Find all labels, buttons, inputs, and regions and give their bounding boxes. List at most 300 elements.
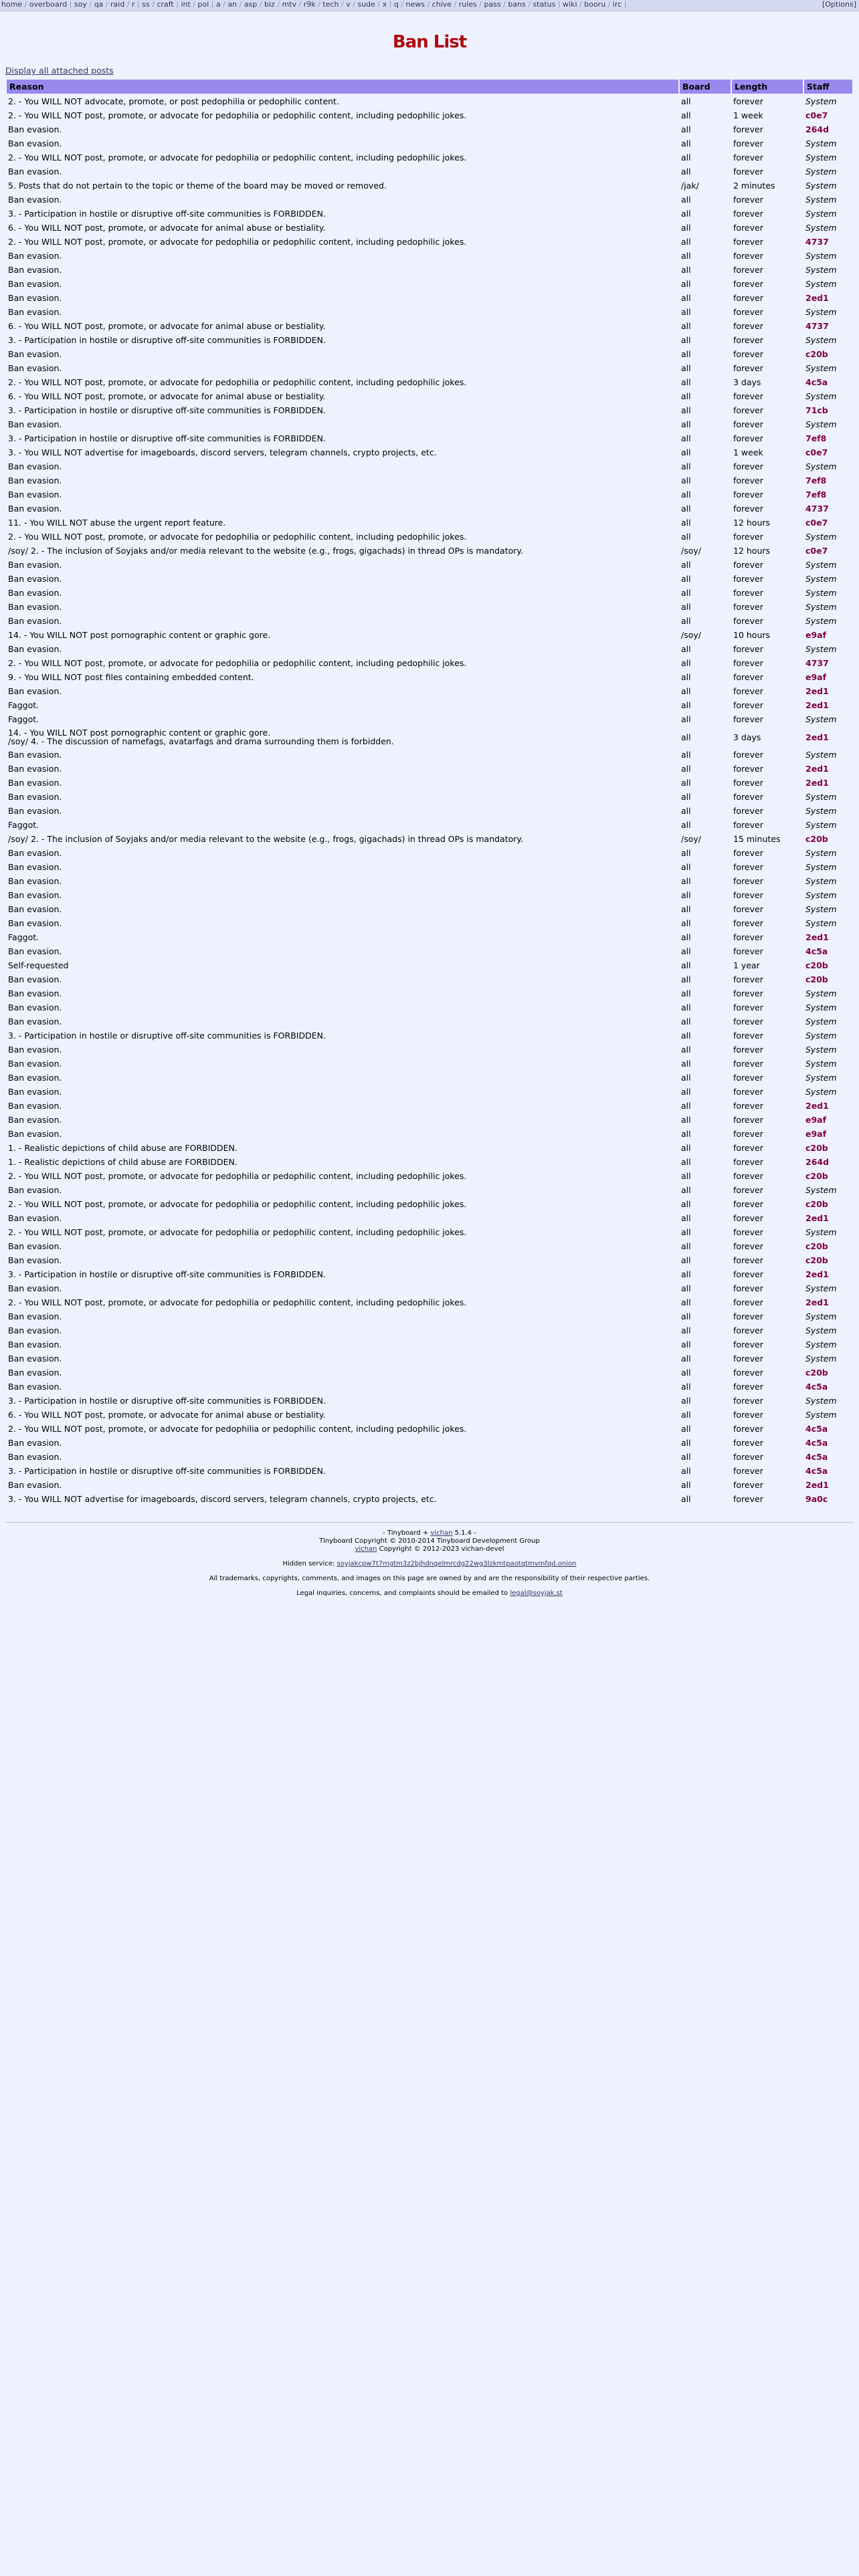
ban-length: 15 minutes [733,834,781,844]
ban-length: 3 days [733,732,761,742]
ban-length: forever [733,1143,763,1153]
ban-staff: 264d [805,1157,830,1167]
ban-reason: Ban evasion. [8,1073,62,1083]
table-row [7,221,852,235]
ban-reason: 2. - You WILL NOT post, promote, or advocate for pedophilia or pedophilic content, including pedophilic jokes. [8,1297,467,1307]
nav-link-r[interactable]: r [132,0,135,9]
ban-board: all [681,307,691,317]
ban-length: forever [733,1382,763,1392]
ban-length: forever [733,750,763,760]
ban-reason: Ban evasion. [8,1339,62,1350]
ban-length: forever [733,1241,763,1251]
table-row [7,1197,852,1211]
table-row [7,193,852,207]
ban-board: all [681,223,691,233]
ban-length: forever [733,560,763,570]
ban-reason: Ban evasion. [8,1382,62,1392]
ban-staff: System [805,1002,837,1012]
ban-staff: 4c5a [805,1466,828,1476]
ban-board: all [681,1410,691,1420]
ban-board: all [681,1199,691,1209]
ban-length: forever [733,1227,763,1237]
ban-length: forever [733,1283,763,1293]
ban-board: all [681,876,691,886]
nav-link-ss[interactable]: ss [142,0,150,9]
ban-reason: Ban evasion. [8,1002,62,1012]
ban-rows [7,94,852,1506]
ban-staff: System [805,918,837,928]
ban-length: forever [733,251,763,261]
ban-staff: c20b [805,1241,828,1251]
ban-reason: 3. - Participation in hostile or disruptive off-site communities is FORBIDDEN. [8,335,326,345]
table-row [7,1029,852,1043]
ban-staff: 2ed1 [805,686,829,696]
ban-reason: Ban evasion. [8,167,62,177]
table-row [7,776,852,790]
table-row [7,1422,852,1436]
ban-board: all [681,1494,691,1504]
table-row [7,417,852,431]
table-row [7,888,852,902]
ban-reason: Ban evasion. [8,918,62,928]
ban-reason: Ban evasion. [8,251,62,261]
ban-board: all [681,1424,691,1434]
ban-board: all [681,377,691,387]
ban-reason: Ban evasion. [8,124,62,134]
footer-divider [5,1522,854,1523]
ban-length: forever [733,1031,763,1041]
ban-reason: 14. - You WILL NOT post pornographic content or graphic gore. [8,630,271,640]
ban-board: all [681,405,691,415]
ban-length: 12 hours [733,518,771,528]
ban-staff: 2ed1 [805,1101,829,1111]
footer-copyright-vichan: vichan Copyright © 2012-2023 vichan-devel [355,1545,504,1553]
ban-staff: c20b [805,1143,828,1153]
nav-link-x[interactable]: x [382,0,387,9]
ban-staff: System [805,181,837,191]
nav-link-sude[interactable]: sude [357,0,375,9]
ban-reason: Ban evasion. [8,806,62,816]
ban-length: forever [733,764,763,774]
top-navigation-bar [0,0,859,11]
table-row [7,375,852,389]
onion-link[interactable]: soyjakcpw7t7mgtm3z2bjhdnqelmrcdg22wg3lzkmtpaotqtmvmfqd.onion [337,1560,577,1568]
ban-length: forever [733,574,763,584]
ban-board: /soy/ [681,546,701,556]
vichan-devel-link[interactable]: vichan [355,1545,377,1553]
ban-staff: c20b [805,1171,828,1181]
ban-board: all [681,504,691,514]
table-row [7,1211,852,1225]
ban-staff: System [805,195,837,205]
ban-length: forever [733,820,763,830]
ban-length: forever [733,1438,763,1448]
ban-staff: 7ef8 [805,475,827,486]
ban-board: /soy/ [681,834,701,844]
ban-length: forever [733,686,763,696]
ban-staff: System [805,1396,837,1406]
ban-length: forever [733,138,763,148]
ban-staff: System [805,96,837,106]
ban-reason: Ban evasion. [8,1059,62,1069]
ban-staff: 7ef8 [805,490,827,500]
nav-link-bans[interactable]: bans [508,0,526,9]
ban-board: all [681,1311,691,1321]
nav-link-wiki[interactable]: wiki [563,0,577,9]
table-row [7,94,852,108]
nav-link-tech[interactable]: tech [322,0,339,9]
legal-email-link[interactable]: legal@soyjak.st [510,1590,563,1597]
ban-board: all [681,904,691,914]
ban-reason: 3. - You WILL NOT advertise for imageboards, discord servers, telegram channels, crypto projects, etc. [8,447,437,457]
ban-board: all [681,806,691,816]
ban-board: all [681,862,691,872]
nav-link-biz[interactable]: biz [264,0,275,9]
ban-reason [7,726,678,748]
ban-board: all [681,1171,691,1181]
ban-board: all [681,279,691,289]
nav-link-soy[interactable]: soy [74,0,87,9]
ban-length: forever [733,778,763,788]
table-row [7,748,852,762]
ban-reason-line: 14. - You WILL NOT post pornographic content or graphic gore. [8,728,271,738]
table-row [7,558,852,572]
ban-reason: Ban evasion. [8,1311,62,1321]
ban-reason: Ban evasion. [8,1241,62,1251]
ban-reason: Ban evasion. [8,349,62,359]
table-row [7,502,852,516]
table-row [7,122,852,136]
ban-staff: System [805,1087,837,1097]
ban-reason: Ban evasion. [8,764,62,774]
ban-staff: System [805,890,837,900]
ban-reason: Ban evasion. [8,602,62,612]
table-row [7,333,852,347]
ban-board: all [681,1396,691,1406]
ban-board: all [681,602,691,612]
table-row [7,389,852,403]
ban-board: all [681,1185,691,1195]
table-row [7,1366,852,1380]
table-row [7,762,852,776]
ban-length: forever [733,1339,763,1350]
ban-board: all [681,574,691,584]
ban-staff: 2ed1 [805,732,829,742]
nav-link-home[interactable]: home [1,0,23,9]
ban-staff: System [805,1325,837,1335]
table-row [7,544,852,558]
ban-staff: System [805,714,837,724]
ban-reason: Ban evasion. [8,616,62,626]
ban-staff: System [805,265,837,275]
table-row [7,790,852,804]
footer [0,1522,859,1598]
ban-staff: c20b [805,349,828,359]
ban-staff: System [805,1045,837,1055]
nav-link-mtv[interactable]: mtv [282,0,297,9]
ban-length: forever [733,391,763,401]
ban-length: forever [733,293,763,303]
ban-staff: System [805,1185,837,1195]
ban-length: forever [733,904,763,914]
ban-length: forever [733,321,763,331]
ban-board: all [681,349,691,359]
ban-length: forever [733,307,763,317]
table-row [7,305,852,319]
table-row [7,207,852,221]
table-row [7,1127,852,1141]
ban-reason: Ban evasion. [8,1101,62,1111]
table-row [7,1169,852,1183]
ban-reason: 2. - You WILL NOT post, promote, or advocate for pedophilia or pedophilic content, including pedophilic jokes. [8,1227,467,1237]
ban-length: forever [733,1129,763,1139]
ban-length: forever [733,1368,763,1378]
ban-length: forever [733,1002,763,1012]
ban-reason: 3. - Participation in hostile or disruptive off-site communities is FORBIDDEN. [8,1466,326,1476]
ban-reason: Ban evasion. [8,778,62,788]
ban-staff: 264d [805,124,830,134]
table-row [7,1450,852,1464]
ban-length: forever [733,616,763,626]
ban-staff: System [805,904,837,914]
nav-group: q / news / chive / rules / pass / bans / status | [393,0,561,9]
nav-link-q[interactable]: q [393,0,399,9]
ban-board: all [681,209,691,219]
ban-length: forever [733,932,763,942]
nav-link-int[interactable]: int [181,0,191,9]
footer-trademarks: All trademarks, copyrights, comments, and images on this page are owned by and are the responsibility of their respective parties. [209,1575,650,1582]
table-row [7,1436,852,1450]
ban-reason: Ban evasion. [8,279,62,289]
table-row [7,347,852,361]
table-row [7,958,852,972]
ban-board: /soy/ [681,630,701,640]
ban-board: all [681,1045,691,1055]
ban-reason: 6. - You WILL NOT post, promote, or advocate for animal abuse or bestiality. [8,223,326,233]
table-row [7,165,852,179]
ban-staff: 2ed1 [805,700,829,710]
nav-link-rules[interactable]: rules [458,0,477,9]
ban-staff: e9af [805,1129,827,1139]
ban-staff: System [805,152,837,163]
ban-staff: System [805,876,837,886]
options-link[interactable]: [Options] [822,0,856,9]
ban-staff: System [805,1073,837,1083]
ban-reason: /soy/ 2. - The inclusion of Soyjaks and/or media relevant to the website (e.g., frogs, gigachads) in thread OPs is mandatory. [8,546,523,556]
nav-link-pass[interactable]: pass [484,0,501,9]
nav-link-overboard[interactable]: overboard [29,0,68,9]
table-row [7,642,852,656]
ban-reason: Ban evasion. [8,1368,62,1378]
ban-reason: 2. - You WILL NOT post, promote, or advocate for pedophilia or pedophilic content, including pedophilic jokes. [8,532,467,542]
ban-length: forever [733,1297,763,1307]
nav-link-status[interactable]: status [533,0,556,9]
ban-board: all [681,138,691,148]
ban-staff: System [805,1410,837,1420]
nav-link-a[interactable]: a [215,0,221,9]
ban-length: forever [733,1480,763,1490]
table-row [7,361,852,375]
ban-reason: Ban evasion. [8,138,62,148]
ban-board: all [681,1213,691,1223]
nav-link-an[interactable]: an [227,0,237,9]
ban-reason: 3. - You WILL NOT advertise for imageboards, discord servers, telegram channels, crypto projects, etc. [8,1494,437,1504]
ban-length: 10 hours [733,630,771,640]
table-row [7,726,852,748]
ban-board: all [681,1129,691,1139]
ban-reason: Ban evasion. [8,475,62,486]
nav-link-craft[interactable]: craft [157,0,174,9]
display-attached-posts-link[interactable]: Display all attached posts [5,66,114,76]
table-row [7,670,852,684]
ban-board: all [681,890,691,900]
ban-staff: c20b [805,960,828,970]
vichan-link[interactable]: vichan [430,1529,453,1537]
ban-reason: Ban evasion. [8,890,62,900]
ban-staff: 4c5a [805,1438,828,1448]
ban-staff: 4c5a [805,1382,828,1392]
ban-staff: 2ed1 [805,778,829,788]
table-row [7,628,852,642]
ban-reason: Self-requested [8,960,69,970]
ban-reason: Ban evasion. [8,195,62,205]
nav-group: ss / craft | [142,0,179,9]
ban-staff: 7ef8 [805,433,827,443]
ban-board: all [681,461,691,471]
ban-reason: Ban evasion. [8,363,62,373]
ban-board: all [681,335,691,345]
ban-staff: System [805,750,837,760]
ban-board: all [681,988,691,998]
table-row [7,1464,852,1478]
ban-board: all [681,778,691,788]
ban-staff: System [805,848,837,858]
table-row [7,459,852,473]
ban-length: forever [733,1325,763,1335]
nav-link-chive[interactable]: chive [432,0,452,9]
ban-reason: 2. - You WILL NOT post, promote, or advocate for pedophilia or pedophilic content, including pedophilic jokes. [8,237,467,247]
ban-staff: 4737 [805,237,829,247]
nav-link-news[interactable]: news [405,0,425,9]
nav-link-pol[interactable]: pol [197,0,209,9]
nav-link-v[interactable]: v [346,0,351,9]
nav-link-r9k[interactable]: r9k [303,0,316,9]
table-row [7,445,852,459]
table-row [7,1014,852,1029]
ban-length: forever [733,588,763,598]
nav-link-raid[interactable]: raid [110,0,125,9]
ban-staff: c20b [805,1368,828,1378]
ban-board: all [681,918,691,928]
ban-reason: Ban evasion. [8,490,62,500]
ban-reason: 2. - You WILL NOT post, promote, or advocate for pedophilia or pedophilic content, including pedophilic jokes. [8,1424,467,1434]
ban-staff: System [805,1339,837,1350]
table-row [7,712,852,726]
ban-reason: Ban evasion. [8,686,62,696]
ban-reason: Ban evasion. [8,504,62,514]
ban-staff: c0e7 [805,447,828,457]
ban-board: all [681,560,691,570]
ban-reason: Ban evasion. [8,644,62,654]
footer-copyright-tinyboard: Tinyboard Copyright © 2010-2014 Tinyboard Development Group [319,1537,540,1545]
ban-length: forever [733,475,763,486]
footer-software: - Tinyboard + vichan 5.1.4 - [383,1529,476,1537]
ban-board: all [681,1466,691,1476]
ban-length: forever [733,1073,763,1083]
ban-board: all [681,152,691,163]
ban-reason: 6. - You WILL NOT post, promote, or advocate for animal abuse or bestiality. [8,321,326,331]
ban-reason: Ban evasion. [8,904,62,914]
ban-staff: System [805,1283,837,1293]
nav-link-asp[interactable]: asp [244,0,258,9]
ban-staff: 2ed1 [805,932,829,942]
ban-board: all [681,363,691,373]
table-row [7,1099,852,1113]
ban-reason: Ban evasion. [8,1452,62,1462]
ban-board: all [681,265,691,275]
ban-staff: 9a0c [805,1494,828,1504]
table-row [7,930,852,944]
ban-length: forever [733,1396,763,1406]
ban-board: all [681,686,691,696]
column-header-length: Length [732,80,803,94]
ban-length: forever [733,1354,763,1364]
nav-link-booru[interactable]: booru [584,0,606,9]
ban-staff: c20b [805,974,828,984]
ban-board: all [681,1452,691,1462]
ban-reason: Faggot. [8,932,39,942]
ban-staff: 2ed1 [805,1213,829,1223]
ban-board: all [681,848,691,858]
ban-board: all [681,1382,691,1392]
ban-board: all [681,1016,691,1027]
table-row [7,1380,852,1394]
table-row [7,916,852,930]
ban-board: all [681,1354,691,1364]
ban-staff: System [805,1016,837,1027]
ban-board: all [681,616,691,626]
ban-reason: Ban evasion. [8,1213,62,1223]
ban-board: all [681,475,691,486]
ban-reason: Ban evasion. [8,848,62,858]
ban-length: forever [733,918,763,928]
table-row [7,818,852,832]
ban-staff: 4737 [805,504,829,514]
ban-reason: 1. - Realistic depictions of child abuse are FORBIDDEN. [8,1143,237,1153]
nav-link-qa[interactable]: qa [94,0,104,9]
table-row [7,1337,852,1352]
ban-reason: Ban evasion. [8,265,62,275]
ban-reason: Faggot. [8,820,39,830]
table-row [7,235,852,249]
table-row [7,698,852,712]
ban-board: all [681,1269,691,1279]
ban-staff: 4737 [805,658,829,668]
ban-board: all [681,1368,691,1378]
table-row [7,684,852,698]
table-row [7,1043,852,1057]
ban-staff: System [805,560,837,570]
nav-link-irc[interactable]: irc [612,0,622,9]
table-row [7,614,852,628]
table-row [7,179,852,193]
table-row [7,319,852,333]
table-row [7,1085,852,1099]
column-header-reason: Reason [7,80,678,94]
ban-reason: 1. - Realistic depictions of child abuse are FORBIDDEN. [8,1157,237,1167]
ban-length: forever [733,195,763,205]
ban-length: forever [733,1101,763,1111]
